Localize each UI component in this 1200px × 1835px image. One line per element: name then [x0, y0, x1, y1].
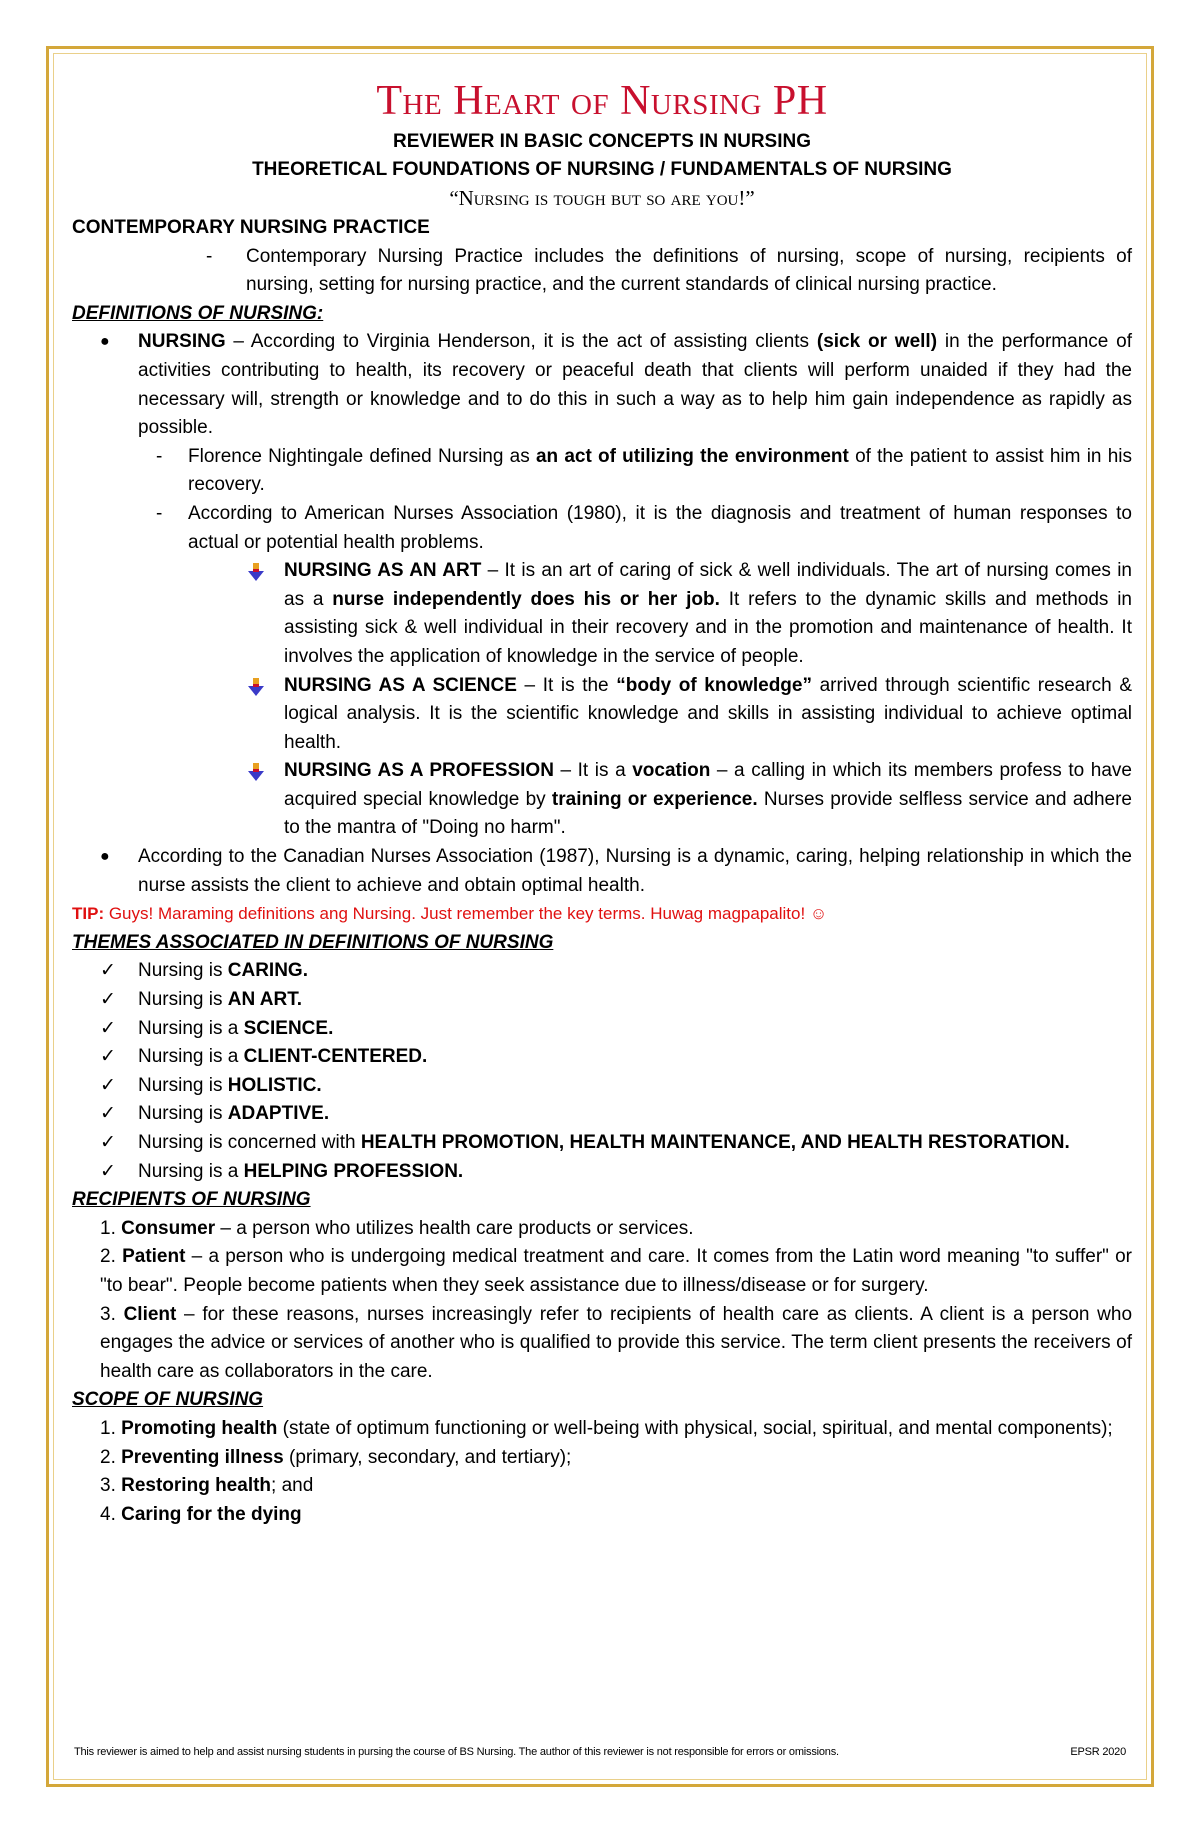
reviewer-title: REVIEWER IN BASIC CONCEPTS IN NURSING: [392, 131, 812, 152]
theme-item: ✓ Nursing is HOLISTIC.: [72, 1072, 1132, 1101]
bullet-icon: ●: [100, 848, 110, 866]
subject-title: THEORETICAL FOUNDATIONS OF NURSING / FUNDAMENTALS OF NURSING: [252, 159, 952, 180]
dash-icon: -: [206, 245, 213, 267]
arrow-item: NURSING AS AN ART – It is an art of caring of sick & well individuals. The art of nursing comes in as a nurse independently does his or her job. It refers to the dynamic skills and methods in assisting sick & well individual in their recovery and in the promotion and maintenance of health. It involves the application of knowledge in the service of people.: [72, 557, 1132, 671]
document-body: [72, 70, 1132, 1529]
theme-item: ✓ Nursing is AN ART.: [72, 986, 1132, 1015]
checkmark-icon: ✓: [100, 1160, 116, 1182]
recipient-item: 3. Client – for these reasons, nurses increasingly refer to recipients of health care as clients. A client is a person who engages the advice or services of another who is qualified to provide this service. The term client presents the receivers of health care as collaborators in the care.: [100, 1303, 1133, 1382]
arrow-bullet-icon: [248, 762, 264, 791]
scope-item: 1. Promoting health (state of optimum functioning or well-being with physical, social, spiritual, and mental components);: [100, 1417, 1113, 1439]
arrow-item: NURSING AS A PROFESSION – It is a vocation – a calling in which its members profess to have acquired special knowledge by training or experience. Nurses provide selfless service and adhere to the mantra of "Doing no harm".: [72, 757, 1132, 843]
checkmark-icon: ✓: [100, 1103, 116, 1125]
brand-title: The Heart of Nursing PH: [376, 78, 828, 124]
dash-icon: -: [156, 445, 163, 467]
bullet-item: ● According to the Canadian Nurses Association (1987), Nursing is a dynamic, caring, helping relationship in which the nurse assists the client to achieve and obtain optimal health.: [72, 843, 1132, 900]
section-heading: CONTEMPORARY NURSING PRACTICE: [72, 217, 430, 238]
theme-item: ✓ Nursing is a CLIENT-CENTERED.: [72, 1043, 1132, 1072]
section-heading: DEFINITIONS OF NURSING:: [72, 302, 324, 324]
tip-note: TIP: Guys! Maraming definitions ang Nursing. Just remember the key terms. Huwag magpapalito! ☺: [72, 904, 828, 924]
bullet-item: ● NURSING – According to Virginia Henderson, it is the act of assisting clients (sick or well) in the performance of activities contributing to health, its recovery or peaceful death that clients will perform unaided if they had the necessary will, strength or knowledge and to do this in such a way as to help him gain independence as rapidly as possible.: [72, 328, 1132, 442]
dash-item: - Contemporary Nursing Practice includes the definitions of nursing, scope of nursing, recipients of nursing, setting for nursing practice, and the current standards of clinical nursing practice.: [72, 243, 1132, 300]
disclaimer: This reviewer is aimed to help and assist nursing students in pursing the course of BS Nursing. The author of this reviewer is not responsible for errors or omissions.: [74, 1746, 839, 1758]
checkmark-icon: ✓: [100, 1017, 116, 1039]
arrow-item: NURSING AS A SCIENCE – It is the “body of knowledge” arrived through scientific research & logical analysis. It is the scientific knowledge and skills in assisting individual to achieve optimal health.: [72, 672, 1132, 758]
recipient-item: 1. Consumer – a person who utilizes health care products or services.: [100, 1217, 694, 1239]
section-heading: THEMES ASSOCIATED IN DEFINITIONS OF NURSING: [72, 931, 554, 953]
theme-item: ✓ Nursing is a HELPING PROFESSION.: [72, 1158, 1132, 1187]
arrow-bullet-icon: [248, 677, 264, 706]
footer: [74, 1746, 1126, 1758]
checkmark-icon: ✓: [100, 1074, 116, 1096]
theme-item: ✓ Nursing is ADAPTIVE.: [72, 1100, 1132, 1129]
checkmark-icon: ✓: [100, 960, 116, 982]
motto: “Nursing is tough but so are you!”: [449, 186, 755, 210]
checkmark-icon: ✓: [100, 989, 116, 1011]
dash-item: - Florence Nightingale defined Nursing as an act of utilizing the environment of the patient to assist him in his recovery.: [72, 443, 1132, 500]
recipient-item: 2. Patient – a person who is undergoing medical treatment and care. It comes from the Latin word meaning "to suffer" or "to bear". People become patients when they seek assistance due to illness/disease or for surgery.: [100, 1246, 1133, 1296]
checkmark-icon: ✓: [100, 1046, 116, 1068]
theme-item: ✓ Nursing is concerned with HEALTH PROMOTION, HEALTH MAINTENANCE, AND HEALTH RESTORATION.: [72, 1129, 1132, 1158]
recipients-list: [72, 1215, 1132, 1387]
theme-item: ✓ Nursing is CARING.: [72, 957, 1132, 986]
dash-icon: -: [156, 502, 163, 524]
document-code: EPSR 2020: [1070, 1746, 1126, 1758]
theme-item: ✓ Nursing is a SCIENCE.: [72, 1015, 1132, 1044]
scope-item: 4. Caring for the dying: [100, 1503, 302, 1525]
scope-item: 3. Restoring health; and: [100, 1475, 314, 1497]
dash-item: - According to American Nurses Association (1980), it is the diagnosis and treatment of human responses to actual or potential health problems.: [72, 500, 1132, 557]
checkmark-icon: ✓: [100, 1132, 116, 1153]
scope-list: [72, 1415, 1132, 1529]
bullet-icon: ●: [100, 333, 110, 351]
section-heading: SCOPE OF NURSING: [72, 1389, 264, 1411]
section-heading: RECIPIENTS OF NURSING: [72, 1189, 311, 1211]
themes-list: [72, 957, 1132, 1186]
scope-item: 2. Preventing illness (primary, secondary, and tertiary);: [100, 1446, 572, 1468]
arrow-bullet-icon: [248, 562, 264, 591]
